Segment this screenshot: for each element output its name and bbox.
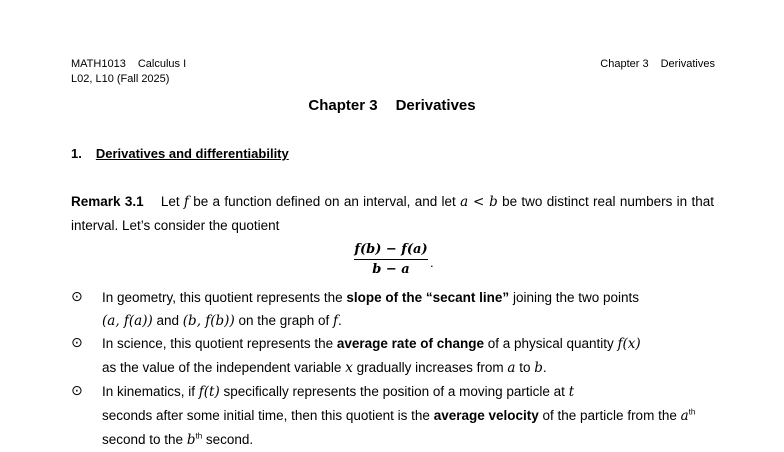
circled-dot-icon: ⊙ (71, 382, 83, 398)
header-chapter-topic: Derivatives (660, 58, 715, 70)
bullet-text: specifically represents the position of a moving particle at (219, 384, 569, 399)
bullet-science (102, 332, 714, 380)
section-title: Derivatives and differentiability (95, 146, 289, 161)
math-b: b (534, 360, 543, 376)
math-fx: f(x) (617, 336, 641, 352)
bullet-text: and (152, 313, 183, 328)
remark-label: Remark 3.1 (71, 194, 144, 209)
page-title (0, 97, 784, 114)
title-topic: Derivatives (395, 97, 476, 114)
math-a: a (507, 360, 516, 376)
remark-text-c: be two distinct real numbers in that interval. Let’s consider the quotient (71, 194, 714, 233)
bullet-text: to (515, 360, 535, 375)
bullet-kinematics (102, 380, 714, 452)
quotient-numerator: f(b) − f(a) (354, 242, 427, 260)
bullet-text: seconds after some initial time, then this quotient is the (102, 408, 434, 423)
header-chapter-label: Chapter 3 (600, 58, 649, 70)
remark-paragraph (71, 190, 714, 238)
circled-dot-icon: ⊙ (71, 288, 83, 304)
ordinal-suffix: th (195, 431, 203, 441)
bullet-text: . (542, 360, 547, 375)
bullet-text: gradually increases from (352, 360, 508, 375)
math-b: b (186, 432, 196, 448)
remark-text-b: be a function defined on an interval, and let (193, 194, 456, 209)
bullet-bold: slope of the “secant line” (346, 290, 510, 305)
bullet-bold: average velocity (433, 408, 539, 423)
bullet-text: In geometry, this quotient represents the (102, 290, 347, 305)
bullet-text: . (338, 313, 342, 328)
remark-text-a: Let (160, 194, 180, 209)
header-course-info (71, 57, 186, 87)
course-code: MATH1013 (71, 58, 126, 70)
bullet-geometry (102, 286, 714, 333)
bullet-bold: average rate of change (336, 336, 484, 351)
ordinal-suffix: th (688, 407, 696, 417)
math-t: t (568, 384, 575, 400)
circled-dot-icon: ⊙ (71, 334, 83, 350)
course-name: Calculus I (137, 58, 187, 70)
math-ft: f(t) (198, 384, 220, 400)
math-point-a: (a, f(a)) (102, 313, 153, 329)
section-number: 1. (71, 146, 82, 161)
bullet-text: In kinematics, if (102, 384, 199, 399)
bullet-text: of the particle from the (538, 408, 681, 423)
math-a: a (680, 408, 689, 424)
math-a-lt-b: a < b (460, 194, 498, 210)
math-x: x (345, 360, 353, 376)
math-f: f (183, 194, 189, 210)
bullet-text: second. (202, 432, 254, 447)
math-f: f (333, 313, 339, 329)
math-point-b: (b, f(b)) (182, 313, 235, 329)
bullet-text: of a physical quantity (483, 336, 618, 351)
course-sections: L02, L10 (Fall 2025) (71, 73, 170, 85)
bullet-text: on the graph of (234, 313, 334, 328)
bullet-text: second to the (102, 432, 187, 447)
formula-period: . (430, 255, 434, 270)
title-chapter: Chapter 3 (308, 97, 378, 114)
quotient-denominator: b − a (372, 262, 410, 277)
bullet-text: In science, this quotient represents the (102, 336, 337, 351)
difference-quotient (346, 242, 436, 277)
bullet-text: joining the two points (509, 290, 640, 305)
bullet-text: as the value of the independent variable (102, 360, 346, 375)
section-heading (71, 146, 289, 161)
header-chapter-info (600, 57, 715, 72)
